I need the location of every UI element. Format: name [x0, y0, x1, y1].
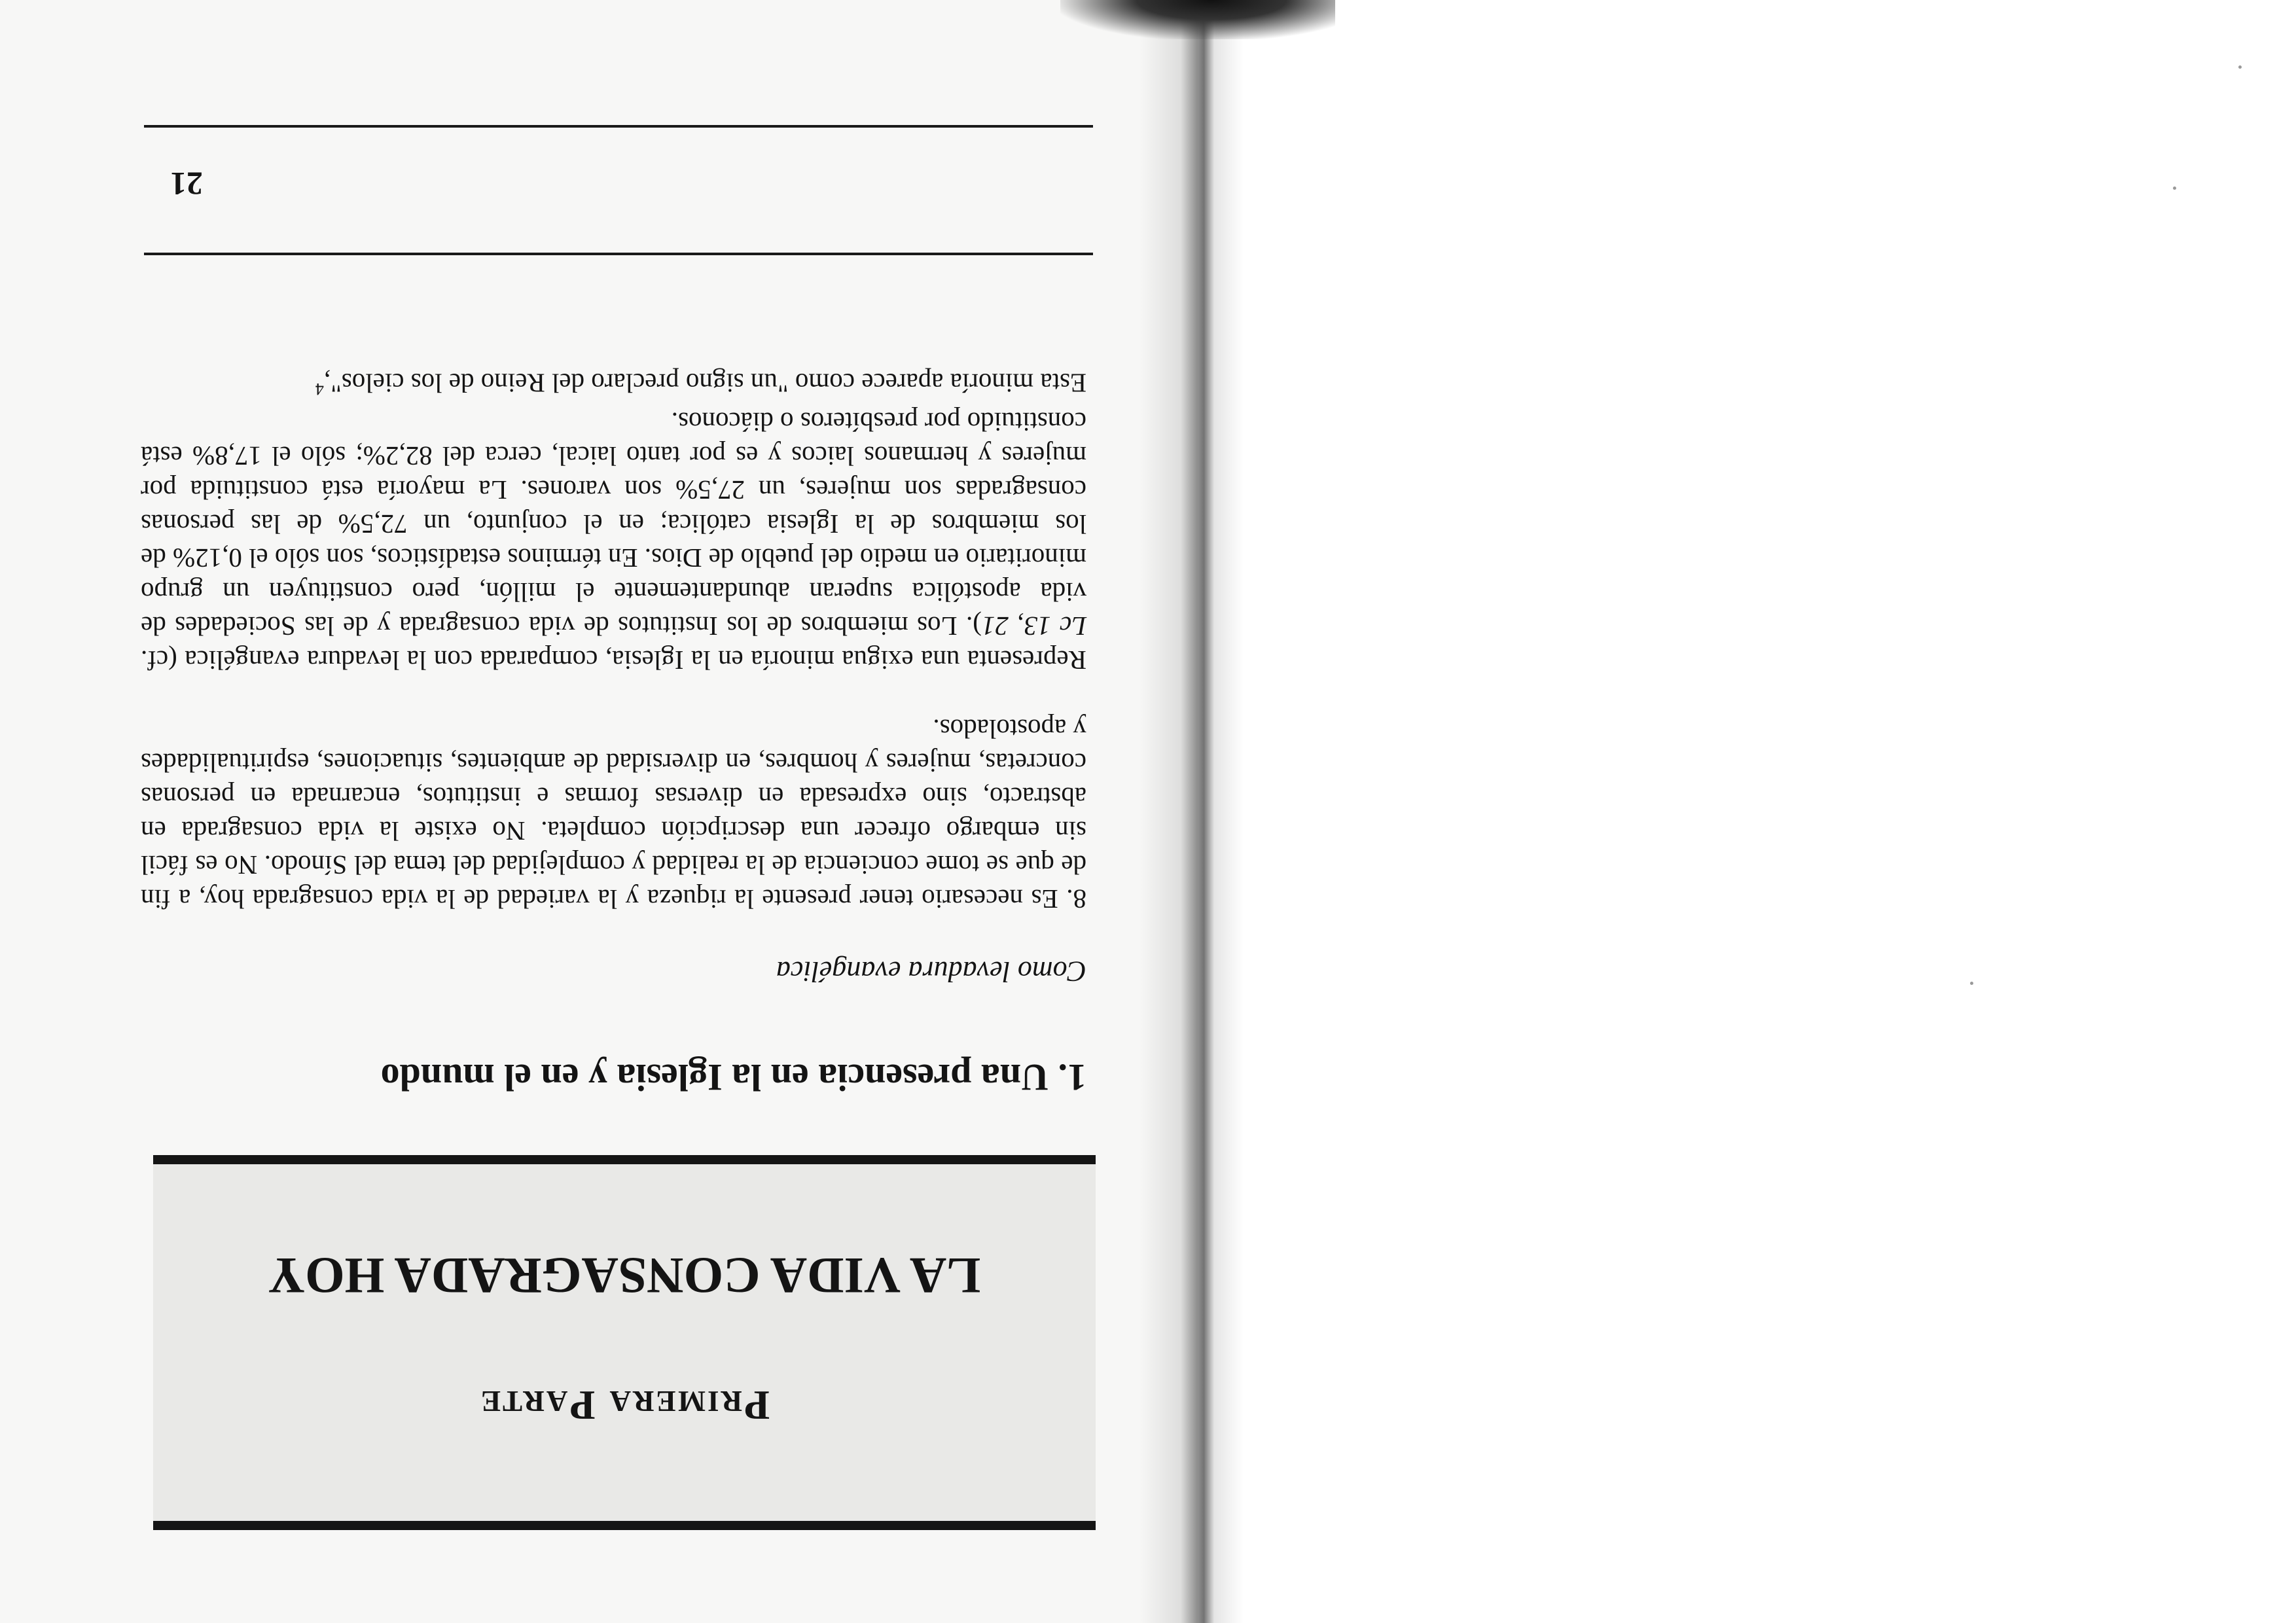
paper-speck — [1970, 982, 1973, 985]
paragraph-minority — [141, 405, 1086, 677]
section-title: 1. Una presencia en la Iglesia y en el mundo — [380, 1056, 1086, 1099]
scan-corner-shadow — [1060, 0, 1335, 39]
paragraph-minority-text-a: Representa una exigua minoría en la Iglesia, comparada con la levadura evangélica (cf. — [141, 645, 1086, 675]
scripture-citation: Lc 13, 21 — [981, 611, 1086, 641]
paper-speck — [2173, 187, 2176, 190]
subsection-title: Como levadura evangélica — [776, 955, 1086, 988]
paragraph-minority-text-b: ). Los miembros de los Institutos de vida consagrada y de las Sociedades de vida apostólica superan abundantemente el millón, pero constituyen un grupo minoritario en medio del pueblo de Dios. En términos estadísticos, son sólo el 0,12% de los miembros de la Iglesia católica; en el conjunto, un 72,5% de las personas consagradas son mujeres, un 27,5% son varones. La mayoría está constituida por mujeres y hermanos laicos y es por tanto laical, cerca del 82,2%; sólo el 17,8% está constituido por presbíteros o diáconos. — [140, 407, 1086, 641]
right-page-blank — [1230, 0, 2296, 1623]
part-heading-band — [153, 1155, 1096, 1530]
paragraph-sign — [141, 366, 1086, 406]
paper-speck — [2238, 65, 2242, 69]
footer-rule-bottom — [144, 125, 1093, 128]
paragraph-8: 8. Es necesario tener presente la riqueza y la variedad de la vida consagrada hoy, a fin de que se tome conciencia de la realidad y complejidad del tema del Sínodo. No es fácil sin embargo ofrecer una descripción completa. No existe la vida consagrada en abstracto, sino expresada en diversas formas e institutos, encarnada en personas concretas, mujeres y hombres, en diversidad de ambientes, situaciones, espiritualidades y apostolados. — [141, 714, 1086, 914]
page-number: 21 — [170, 166, 203, 202]
book-gutter-shadow — [1139, 0, 1244, 1623]
footer-rule-top — [144, 253, 1093, 255]
part-title: LA VIDA CONSAGRADA HOY — [268, 1247, 981, 1304]
paragraph-sign-text: Esta minoría aparece como "un signo preclaro del Reino de los cielos", — [323, 368, 1086, 399]
part-label: Primera Parte — [478, 1382, 770, 1429]
footnote-reference: 4 — [315, 380, 324, 399]
